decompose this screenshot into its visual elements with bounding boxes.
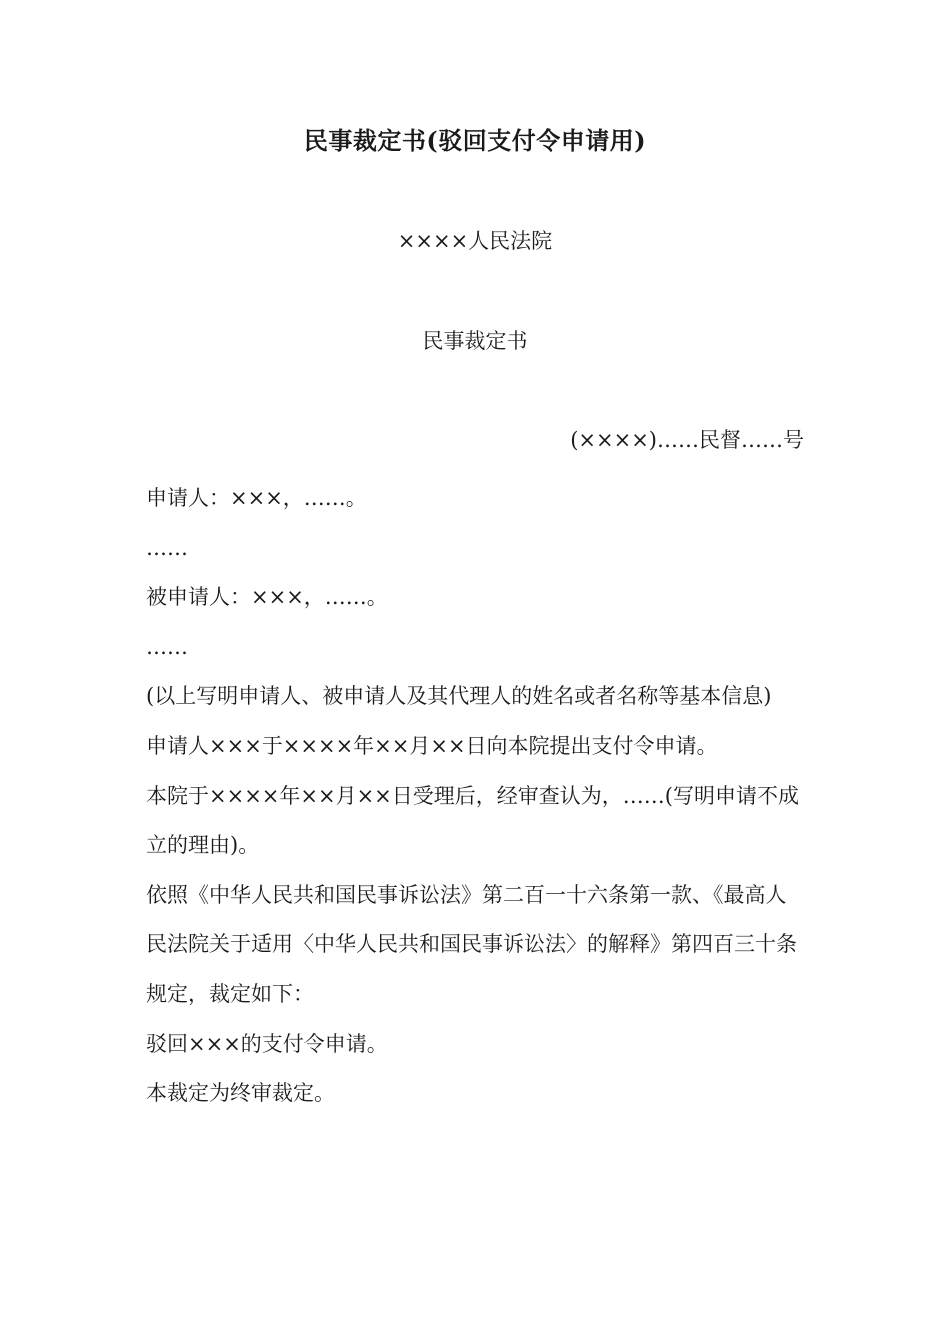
finality-statement: 本裁定为终审裁定。 — [146, 1081, 335, 1106]
respondent-ellipsis: …… — [146, 634, 188, 659]
applicant-ellipsis: …… — [146, 535, 188, 560]
legal-basis: 依照《中华人民共和国民事诉讼法》第二百一十六条第一款、《最高人民法院关于适用〈中华人民共和国民事诉讼法〉的解释》第四百三十条规定，裁定如下： — [146, 882, 797, 1006]
document-body — [146, 474, 806, 1119]
ruling: 驳回×××的支付令申请。 — [146, 1031, 388, 1056]
document-type: 民事裁定书 — [422, 329, 528, 353]
respondent-line: 被申请人：×××，……。 — [146, 585, 388, 610]
applicant-line: 申请人：×××，……。 — [146, 486, 367, 510]
parties-note: (以上写明申请人、被申请人及其代理人的姓名或者名称等基本信息) — [146, 684, 772, 709]
review-finding: 本院于××××年××月××日受理后，经审查认为，……(写明申请不成立的理由)。 — [146, 783, 799, 858]
document-title: 民事裁定书(驳回支付令申请用) — [303, 126, 647, 155]
court-name: ××××人民法院 — [397, 229, 553, 253]
case-number: (××××)……民督……号 — [570, 428, 804, 452]
application-statement: 申请人×××于××××年××月××日向本院提出支付令申请。 — [146, 733, 718, 758]
